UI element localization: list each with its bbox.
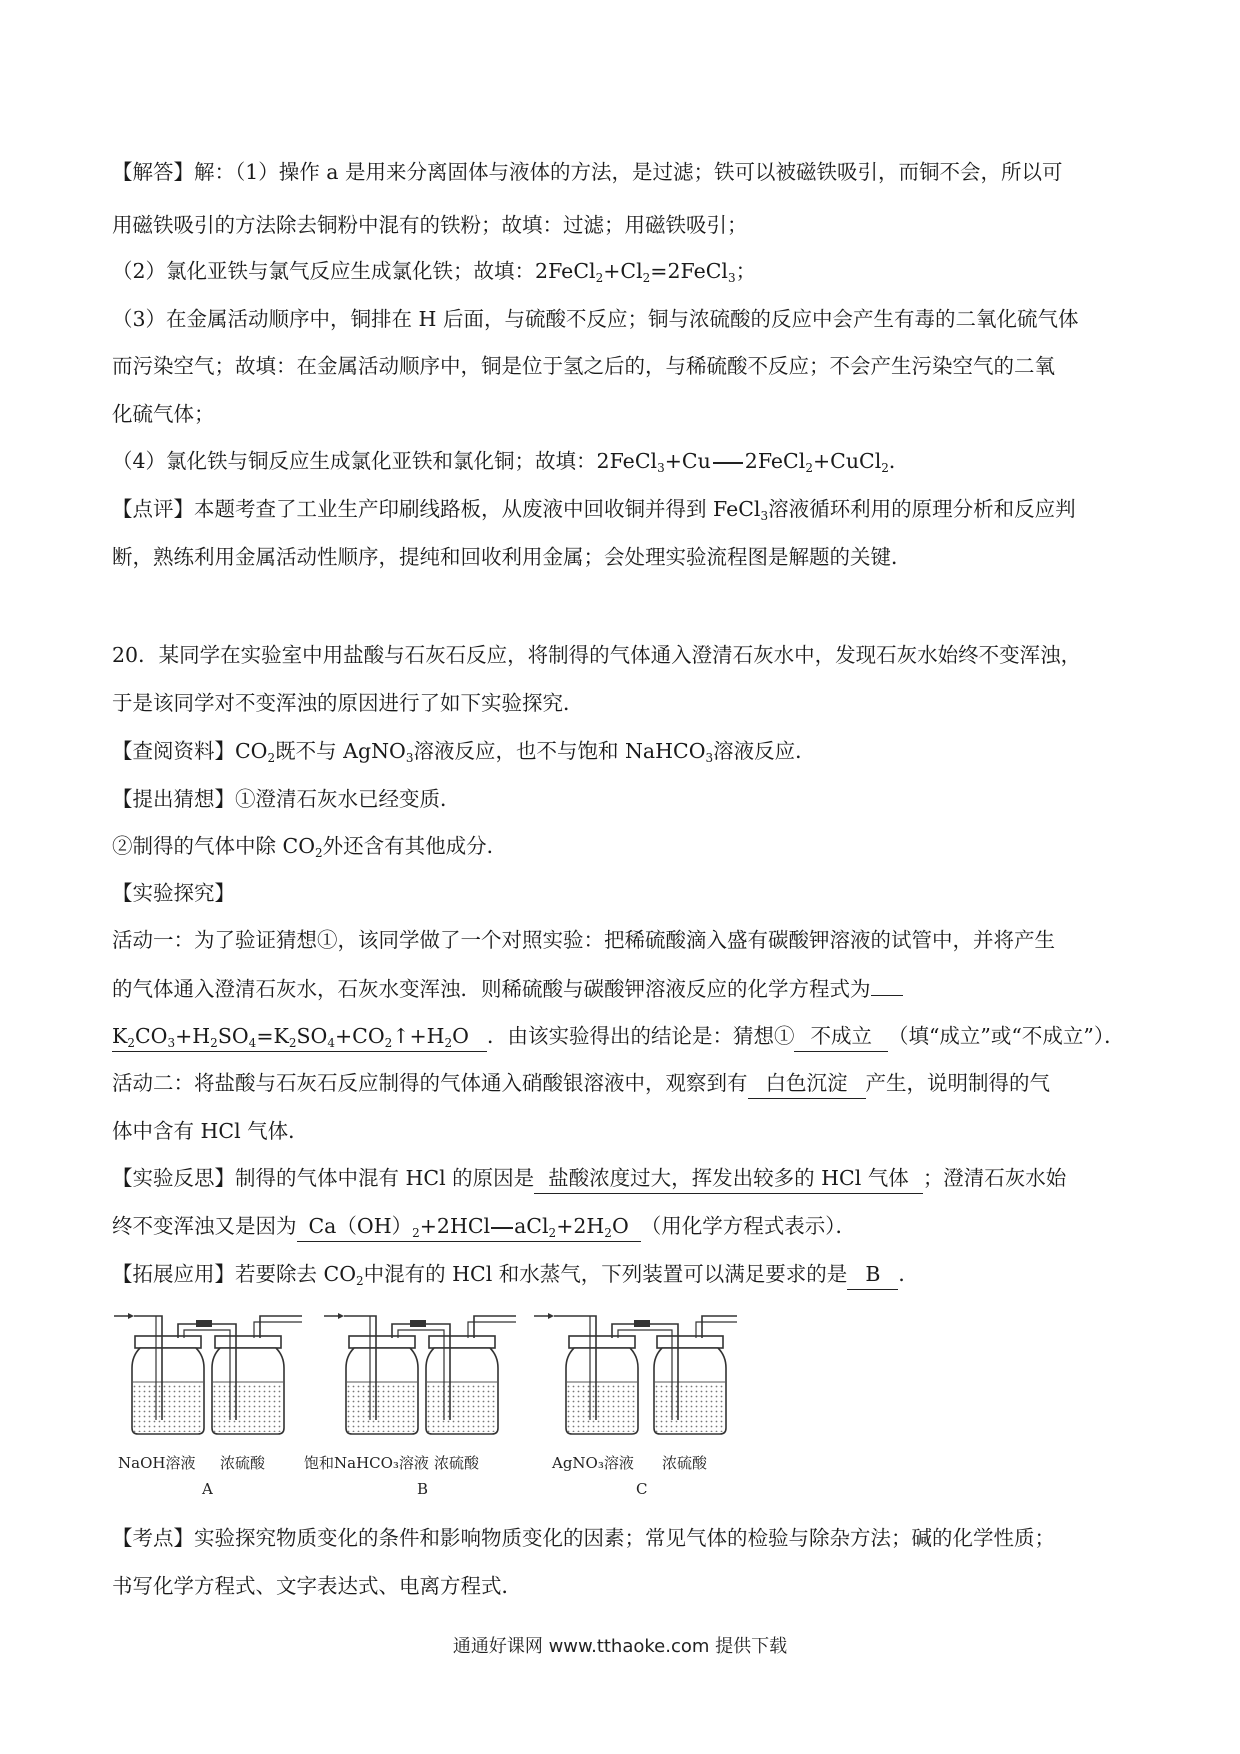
answer-blank-conclusion: 不成立 bbox=[794, 1021, 888, 1052]
answer-blank-equation: $Ca(OH)_2+2HCl$ $aCl_2+2H_2O$ bbox=[297, 1211, 641, 1242]
apparatus-figure bbox=[112, 1310, 802, 1500]
q20-line-8: 的气体通入澄清石灰水，石灰水变浑浊．则稀硫酸与碳酸钾溶液反应的化学方程式为 bbox=[112, 973, 1132, 1004]
page-footer: 通通好课网 www.tthaoke.com 提供下载 bbox=[452, 1636, 788, 1657]
answer-line-9: 断，熟练利用金属活动性顺序，提纯和回收利用金属；会处理实验流程图是解题的关键． bbox=[112, 545, 912, 569]
label-a-tag: A bbox=[202, 1480, 213, 1498]
kaodian-line-1: 【考点】实验探究物质变化的条件和影响物质变化的因素；常见气体的检验与除杂方法；碱的化学性质； bbox=[112, 1526, 1055, 1550]
apparatus-c bbox=[534, 1313, 737, 1498]
q20-line-2: 于是该同学对不变浑浊的原因进行了如下实验探究． bbox=[112, 691, 584, 715]
reaction-arrow bbox=[491, 1227, 513, 1229]
q20-line-5: ②制得的气体中除 $CO_2$外还含有其他成分． bbox=[112, 834, 508, 860]
answer-line-2: 用磁铁吸引的方法除去铜粉中混有的铁粉；故填：过滤；用磁铁吸引； bbox=[112, 213, 748, 237]
apparatus-a bbox=[114, 1313, 302, 1498]
answer-line-1: 【解答】解：（1）操作 a 是用来分离固体与液体的方法，是过滤；铁可以被磁铁吸引，而铜不会，所以可 bbox=[112, 160, 1063, 184]
answer-line-5: 而污染空气；故填：在金属活动顺序中，铜是位于氢之后的，与稀硫酸不反应；不会产生污染空气的二氧 bbox=[112, 354, 1055, 378]
answer-line-3: （2）氯化亚铁与氯气反应生成氯化铁；故填：$2FeCl_2+Cl_2=2FeCl_3$； bbox=[112, 259, 757, 285]
label-c-left: AgNO₃溶液 bbox=[552, 1454, 634, 1472]
q20-line-12: 【实验反思】制得的气体中混有 HCl 的原因是 盐酸浓度过大，挥发出较多的 HCl 气体 ；澄清石灰水始 bbox=[112, 1163, 1132, 1194]
q20-line-10: 活动二：将盐酸与石灰石反应制得的气体通入硝酸银溶液中，观察到有 白色沉淀 产生，说明制得的气 bbox=[112, 1068, 1132, 1099]
answer-blank-device: B bbox=[847, 1259, 898, 1290]
reaction-arrow bbox=[713, 462, 743, 464]
answer-line-4: （3）在金属活动顺序中，铜排在 H 后面，与硫酸不反应；铜与浓硫酸的反应中会产生有毒的二氧化硫气体 bbox=[112, 307, 1079, 331]
kaodian-line-2: 书写化学方程式、文字表达式、电离方程式． bbox=[112, 1574, 522, 1598]
answer-line-6: 化硫气体； bbox=[112, 402, 215, 426]
label-b-right: 浓硫酸 bbox=[434, 1454, 480, 1472]
q20-line-14: 【拓展应用】若要除去 $CO_2$中混有的 HCl 和水蒸气，下列装置可以满足要求的是 B ． bbox=[112, 1259, 1132, 1290]
q20-line-6: 【实验探究】 bbox=[112, 881, 235, 905]
q20-line-11: 体中含有 HCl 气体． bbox=[112, 1119, 309, 1143]
label-c-tag: C bbox=[636, 1480, 648, 1498]
apparatus-b bbox=[304, 1313, 516, 1498]
label-c-right: 浓硫酸 bbox=[662, 1454, 708, 1472]
q20-line-13: 终不变浑浊又是因为 $Ca(OH)_2+2HCl$ $aCl_2+2H_2O$ （用化学方程式表示）． bbox=[112, 1211, 1132, 1242]
answer-blank-formula: $K_2CO_3+H_2SO_4=K_2SO_4+CO_2↑+H_2O$ bbox=[112, 1021, 487, 1052]
answer-blank-start bbox=[871, 973, 903, 996]
answer-blank-reason: 盐酸浓度过大，挥发出较多的 HCl 气体 bbox=[534, 1163, 923, 1194]
q20-line-4: 【提出猜想】①澄清石灰水已经变质． bbox=[112, 787, 461, 811]
label-b-tag: B bbox=[417, 1480, 429, 1498]
answer-line-7: （4）氯化铁与铜反应生成氯化亚铁和氯化铜；故填：2FeCl$_3$+Cu 2FeCl$_2$+CuCl$_2$． bbox=[112, 449, 910, 475]
answer-blank-precipitate: 白色沉淀 bbox=[748, 1068, 866, 1099]
answer-line-8: 【点评】本题考查了工业生产印刷线路板，从废液中回收铜并得到 FeCl$_3$溶液循环利用的原理分析和反应判 bbox=[112, 497, 1076, 523]
label-b-left: 饱和NaHCO₃溶液 bbox=[304, 1454, 429, 1472]
label-a-left: NaOH溶液 bbox=[118, 1454, 196, 1472]
q20-line-1: 20．某同学在实验室中用盐酸与石灰石反应，将制得的气体通入澄清石灰水中，发现石灰水始终不变浑浊， bbox=[112, 643, 1082, 667]
q20-line-3: 【查阅资料】$CO_2$既不与 AgNO$_3$溶液反应，也不与饱和 NaHCO$_3$溶液反应． bbox=[112, 739, 816, 765]
q20-line-9: $K_2CO_3+H_2SO_4=K_2SO_4+CO_2↑+H_2O$ ．由该实验得出的结论是：猜想① 不成立 （填“成立”或“不成立”）． bbox=[112, 1021, 1132, 1052]
label-a-right: 浓硫酸 bbox=[220, 1454, 266, 1472]
q20-line-7: 活动一：为了验证猜想①，该同学做了一个对照实验：把稀硫酸滴入盛有碳酸钾溶液的试管中，并将产生 bbox=[112, 928, 1055, 952]
